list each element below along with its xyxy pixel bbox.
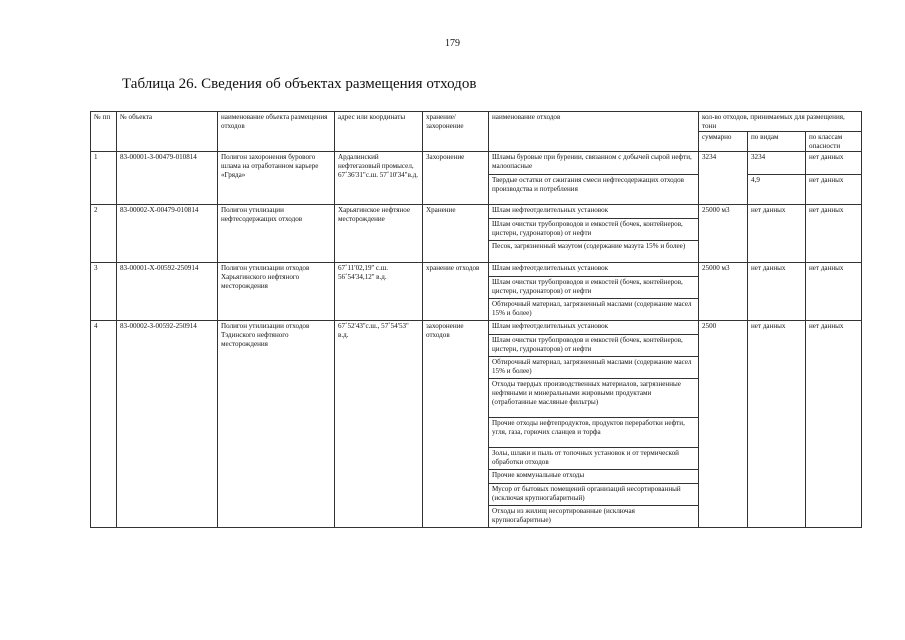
cell-object-no: 83-00002-З-00592-250914 — [117, 321, 218, 528]
cell-object-no: 83-00001-Х-00592-250914 — [117, 263, 218, 321]
cell-waste: Шлам нефтеотделительных установок — [489, 205, 699, 219]
table-title: Таблица 26. Сведения об объектах размещения отходов — [122, 76, 477, 92]
cell-storage: Захоронение — [423, 152, 489, 205]
cell-by-type: 3234 — [748, 152, 806, 175]
table-row — [91, 152, 862, 175]
cell-num: 4 — [91, 321, 117, 528]
cell-total: 25000 м3 — [699, 205, 748, 263]
cell-waste: Шлам очистки трубопроводов и емкостей (бочек, контейнеров, цистерн, гудронаторов) от нефти — [489, 277, 699, 299]
header-total: суммарно — [699, 132, 748, 152]
cell-waste: Золы, шлаки и пыль от топочных установок и от термической обработки отходов — [489, 448, 699, 470]
cell-waste: Прочие отходы нефтепродуктов, продуктов переработки нефти, угля, газа, горючих сланцев и торфа — [489, 418, 699, 448]
cell-waste: Отходы из жилищ несортированные (исключая крупногабаритные) — [489, 506, 699, 528]
header-storage: хранение/захоронение — [423, 112, 489, 152]
cell-by-type: нет данных — [748, 263, 806, 321]
table-row — [91, 321, 862, 335]
header-by-type: по видам — [748, 132, 806, 152]
header-address: адрес или координаты — [335, 112, 423, 152]
cell-num: 1 — [91, 152, 117, 205]
cell-by-type: нет данных — [748, 321, 806, 528]
cell-object-no: 83-00002-Х-00479-010814 — [117, 205, 218, 263]
header-object-no: № объекта — [117, 112, 218, 152]
cell-waste: Шлам очистки трубопроводов и емкостей (бочек, контейнеров, цистерн, гудронаторов) от нефти — [489, 335, 699, 357]
cell-waste: Шлам очистки трубопроводов и емкостей (бочек, контейнеров, цистерн, гудронаторов) от нефти — [489, 219, 699, 241]
cell-storage: хранение отходов — [423, 263, 489, 321]
cell-total: 3234 — [699, 152, 748, 205]
cell-by-type: нет данных — [748, 205, 806, 263]
cell-storage: Хранение — [423, 205, 489, 263]
cell-name: Полигон утилизации отходов Харьягинского нефтяного месторождения — [218, 263, 335, 321]
page-number: 179 — [445, 38, 460, 49]
cell-by-class: нет данных — [806, 175, 862, 205]
cell-address: Харьягинское нефтяное месторождение — [335, 205, 423, 263]
header-qty: кол-во отходов, принимаемых для размещения, тонн — [699, 112, 862, 132]
waste-sites-table — [90, 111, 862, 528]
cell-waste: Твердые остатки от сжигания смеси нефтесодержащих отходов производства и потребления — [489, 175, 699, 205]
cell-by-class: нет данных — [806, 205, 862, 263]
header-by-class: по классам опасности — [806, 132, 862, 152]
table-row — [91, 263, 862, 277]
cell-by-class: нет данных — [806, 321, 862, 528]
cell-object-no: 83-00001-З-00479-010814 — [117, 152, 218, 205]
table-row — [91, 205, 862, 219]
cell-address: Ардалинский нефтегазовый промысел, 67˚36'31"с.ш. 57˚10'34"в.д. — [335, 152, 423, 205]
cell-total: 2500 — [699, 321, 748, 528]
cell-waste: Шлам нефтеотделительных установок — [489, 263, 699, 277]
cell-num: 3 — [91, 263, 117, 321]
cell-total: 25000 м3 — [699, 263, 748, 321]
header-name: наименование объекта размещения отходов — [218, 112, 335, 152]
cell-waste: Мусор от бытовых помещений организаций несортированный (исключая крупногабаритный) — [489, 484, 699, 506]
cell-waste: Песок, загрязненный мазутом (содержание мазута 15% и более) — [489, 241, 699, 263]
cell-waste: Обтирочный материал, загрязненный маслами (содержание масел 15% и более) — [489, 357, 699, 379]
header-num: № пп — [91, 112, 117, 152]
cell-address: 67˚11'02,19'' с.ш. 56˚54'34,12'' в.д. — [335, 263, 423, 321]
cell-by-type: 4,9 — [748, 175, 806, 205]
cell-waste: Прочие коммунальные отходы — [489, 470, 699, 484]
cell-num: 2 — [91, 205, 117, 263]
cell-waste: Шламы буровые при бурении, связанном с добычей сырой нефти, малоопасные — [489, 152, 699, 175]
cell-storage: захоронение отходов — [423, 321, 489, 528]
cell-waste: Шлам нефтеотделительных установок — [489, 321, 699, 335]
cell-waste: Обтирочный материал, загрязненный маслами (содержание масел 15% и более) — [489, 299, 699, 321]
cell-by-class: нет данных — [806, 263, 862, 321]
cell-waste: Отходы твердых производственных материалов, загрязненные нефтяными и минеральными жировыми продуктами (отработанные масляные фильтры) — [489, 379, 699, 418]
cell-address: 67˚52'43''с.ш., 57˚54'53'' в.д. — [335, 321, 423, 528]
header-row — [91, 112, 862, 132]
cell-name: Полигон захоронения бурового шлама на отработанном карьере «Гряда» — [218, 152, 335, 205]
cell-name: Полигон утилизации нефтесодержащих отходов — [218, 205, 335, 263]
header-waste-name: наименование отходов — [489, 112, 699, 152]
cell-name: Полигон утилизации отходов Тэдинского нефтяного месторождения — [218, 321, 335, 528]
cell-by-class: нет данных — [806, 152, 862, 175]
